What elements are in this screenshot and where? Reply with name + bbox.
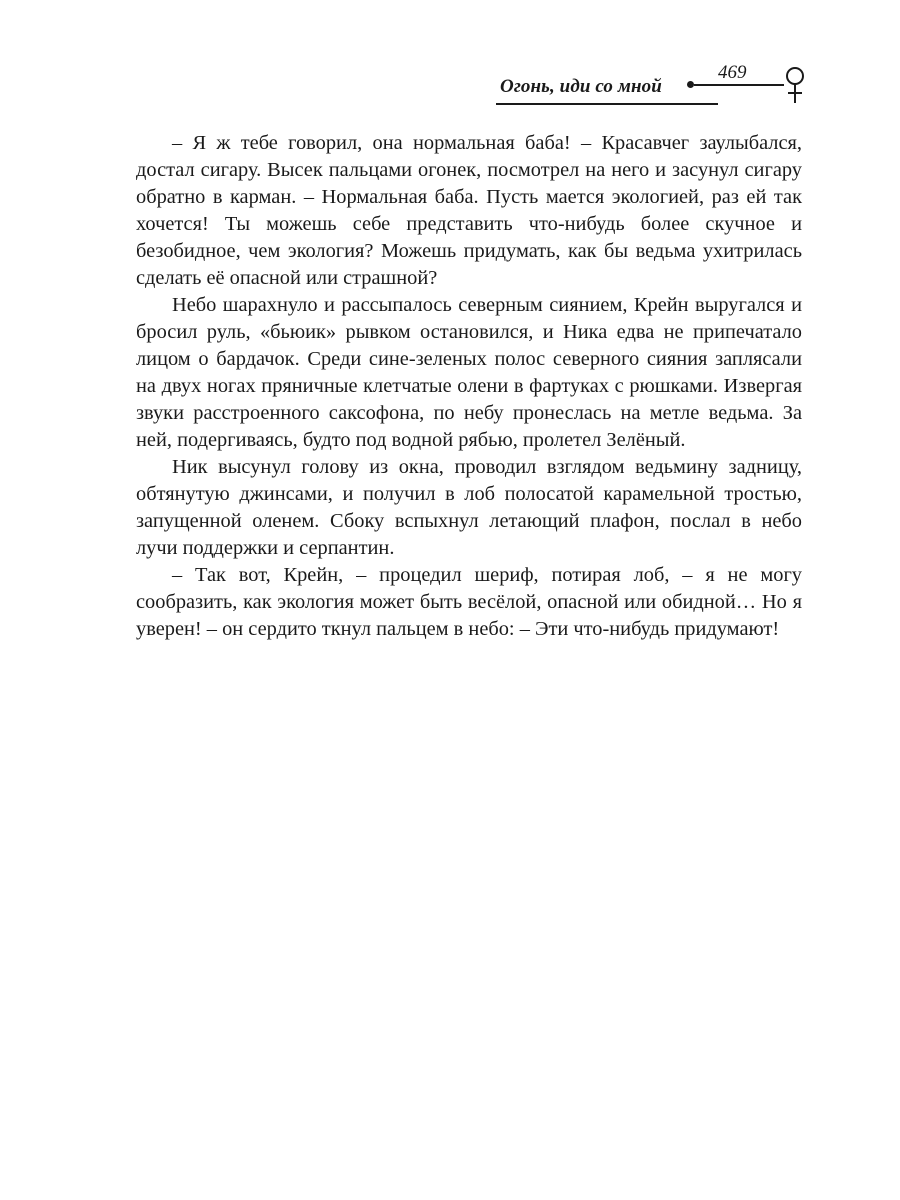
paragraph-1: – Я ж тебе говорил, она нормальная баба! – Красавчег заулыбался, достал сигару. Высек пальцами огонек, посмотрел на него и засунул сигару обратно в карман. – Нормальная баба. Пусть мается экологией, раз ей так хочется! Ты можешь себе представить что-нибудь более скучное и безобидное, чем экология? Можешь придумать, как бы ведьма ухитрилась сделать её опасной или страшной?: [136, 132, 802, 289]
paragraph-4: – Так вот, Крейн, – процедил шериф, потирая лоб, – я не могу сообразить, как экология может быть весёлой, опасной или обидной… Но я уверен! – он сердито ткнул пальцем в небо: – Эти что-нибудь придумают!: [136, 564, 802, 640]
running-header: [0, 0, 900, 120]
header-dot-ornament: [687, 81, 694, 88]
running-title: Огонь, иди со мной: [500, 76, 662, 97]
title-underline: [496, 103, 718, 105]
header-rule: [694, 84, 784, 86]
page-number: 469: [718, 62, 747, 83]
venus-icon: [782, 66, 808, 104]
paragraph-2: Небо шарахнуло и рассыпалось северным сиянием, Крейн выругался и бросил руль, «бьюик» рывком остановился, и Ника едва не припечатало лицом о бардачок. Среди сине-зеленых полос северного сияния заплясали на двух ногах пряничные клетчатые олени в фартуках с рюшками. Извергая звуки расстроенного саксофона, по небу пронеслась на метле ведьма. За ней, подергиваясь, будто под водной рябью, пролетел Зелёный.: [136, 294, 802, 451]
paragraph-3: Ник высунул голову из окна, проводил взглядом ведьмину задницу, обтянутую джинсами, и получил в лоб полосатой карамельной тростью, запущенной оленем. Сбоку вспыхнул летающий плафон, послал в небо лучи поддержки и серпантин.: [136, 456, 802, 559]
body-text: [136, 130, 802, 643]
